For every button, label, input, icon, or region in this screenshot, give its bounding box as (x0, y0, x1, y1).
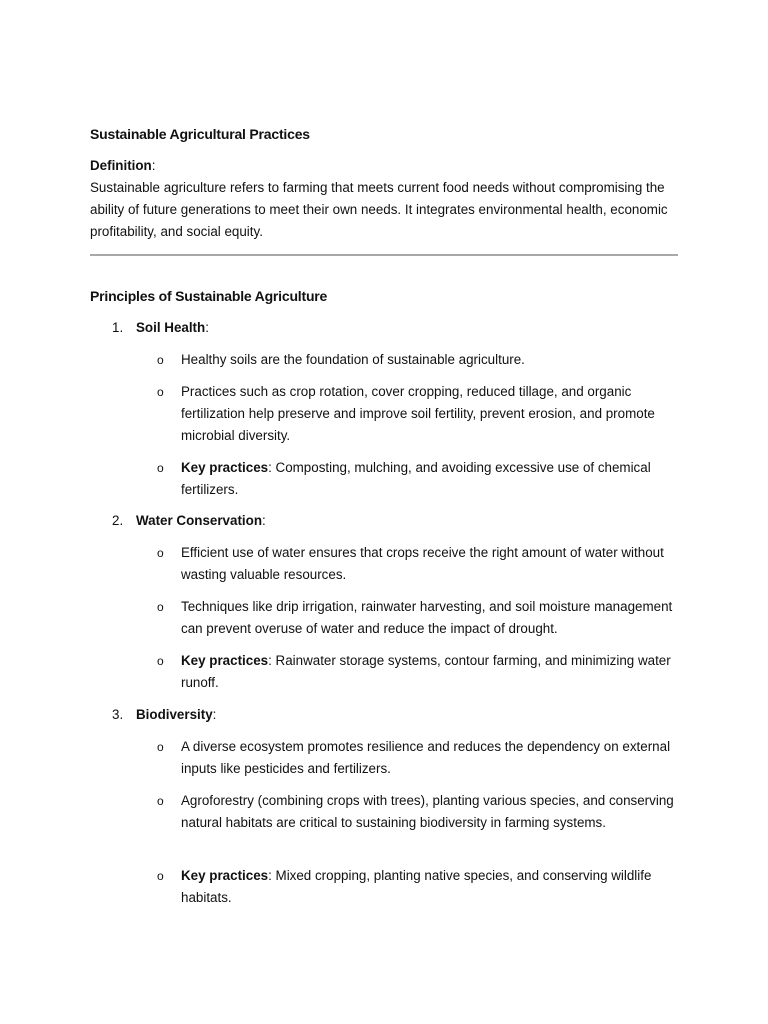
list-item (157, 650, 682, 694)
principle-biodiversity: 3. Biodiversity: (112, 704, 682, 726)
bullet-marker: o (157, 461, 164, 475)
list-item (157, 542, 682, 586)
principle-number: 1. (112, 320, 124, 335)
key-practices-label: Key practices (181, 868, 269, 883)
principle-title: Biodiversity (136, 707, 213, 722)
bullet-text: A diverse ecosystem promotes resilience and reduces the dependency on external inputs like pesticides and fertilizers. (181, 739, 671, 776)
bullet-text: : Composting, mulching, and avoiding excessive use of chemical fertilizers. (181, 460, 651, 497)
bullet-text: : Mixed cropping, planting native species, and conserving wildlife habitats. (181, 868, 652, 905)
definition-label: Definition (90, 158, 152, 173)
principles-heading: Principles of Sustainable Agriculture (90, 288, 328, 304)
bullet-marker: o (157, 385, 164, 399)
bullet-marker: o (157, 869, 164, 883)
principle-title: Soil Health (136, 320, 206, 335)
bullet-marker: o (157, 600, 164, 614)
principle-soil-health: 1. Soil Health: (112, 317, 682, 339)
bullet-text: Practices such as crop rotation, cover cropping, reduced tillage, and organic fertilization help preserve and improve soil fertility, prevent erosion, and promote microbial diversity. (181, 384, 655, 443)
definition-heading (90, 155, 155, 177)
list-item (157, 596, 682, 640)
bullet-marker: o (157, 353, 164, 367)
list-item (157, 790, 682, 834)
horizontal-divider (90, 254, 678, 256)
bullet-marker: o (157, 546, 164, 560)
bullet-text: Agroforestry (combining crops with trees), planting various species, and conserving natural habitats are critical to sustaining biodiversity in farming systems. (181, 793, 674, 830)
list-item (157, 381, 682, 447)
list-item (157, 349, 682, 371)
list-item (157, 457, 682, 501)
bullet-text: : Rainwater storage systems, contour farming, and minimizing water runoff. (181, 653, 671, 690)
definition-colon: : (151, 158, 156, 173)
list-item (157, 865, 682, 909)
bullet-marker: o (157, 794, 164, 808)
list-item (157, 736, 682, 780)
key-practices-label: Key practices (181, 460, 269, 475)
principle-number: 2. (112, 513, 124, 528)
bullet-text: Techniques like drip irrigation, rainwater harvesting, and soil moisture management can prevent overuse of water and reduce the impact of drought. (181, 599, 673, 636)
key-practices-label: Key practices (181, 653, 269, 668)
bullet-text: Healthy soils are the foundation of sustainable agriculture. (181, 352, 525, 367)
bullet-marker: o (157, 740, 164, 754)
definition-paragraph: Sustainable agriculture refers to farming that meets current food needs without compromising the ability of future generations to meet their own needs. It integrates environmental health, economic profitability, and social equity. (90, 180, 668, 239)
principle-number: 3. (112, 707, 124, 722)
bullet-marker: o (157, 654, 164, 668)
principle-title: Water Conservation (136, 513, 262, 528)
bullet-text: Efficient use of water ensures that crops receive the right amount of water without wasting valuable resources. (181, 545, 664, 582)
document-title: Sustainable Agricultural Practices (90, 126, 310, 142)
principle-water-conservation: 2. Water Conservation: (112, 510, 682, 532)
